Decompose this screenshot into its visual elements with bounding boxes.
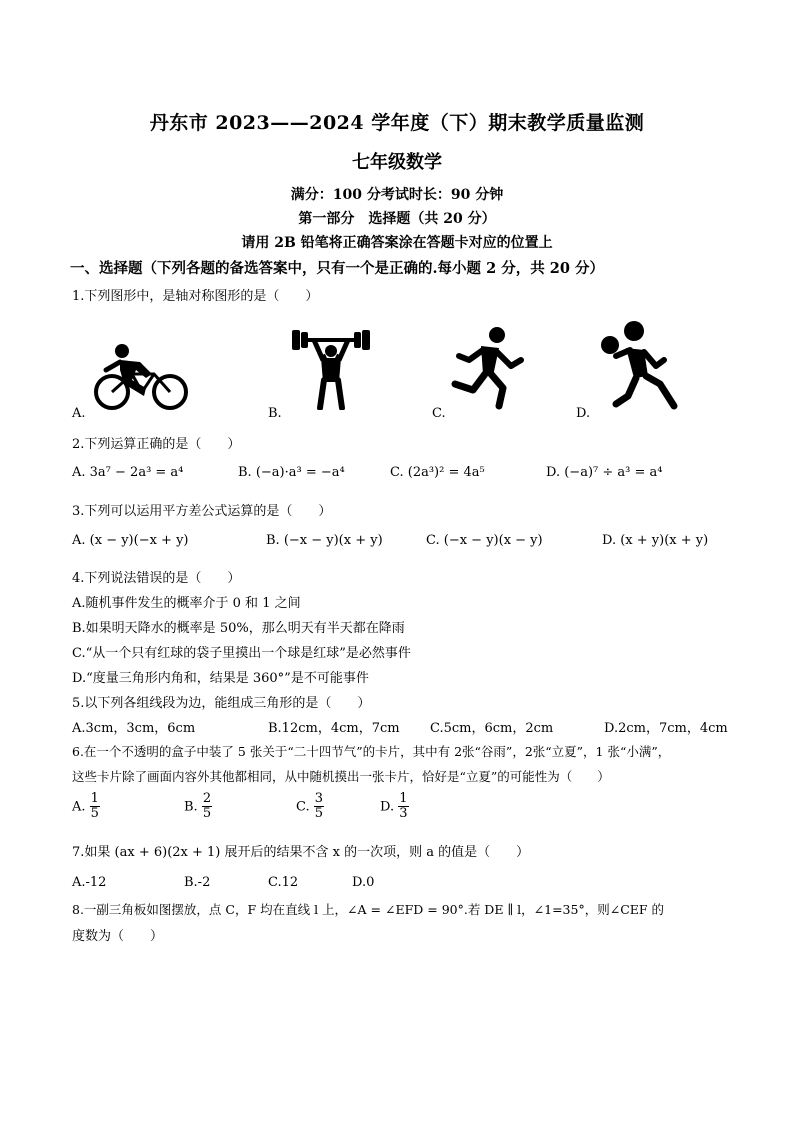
runner-icon (451, 326, 525, 410)
cyclist-icon (92, 340, 190, 414)
q7-stem: 7.如果 (ax + 6)(2x + 1) 展开后的结果不含 x 的一次项，则 a 的值是（ ） (72, 845, 530, 860)
weightlifter-icon (288, 324, 374, 410)
q5-stem: 5.以下列各组线段为边，能组成三角形的是（ ） (72, 696, 371, 711)
q3-option-d: D. (x + y)(x + y) (602, 533, 709, 548)
q1-option-a: A. (72, 406, 86, 421)
q3-option-b: B. (−x − y)(x + y) (266, 533, 383, 548)
q1-option-c: C. (432, 406, 446, 421)
q7-option-b: B.-2 (184, 875, 211, 890)
q7-option-a: A.-12 (72, 875, 107, 890)
q1-option-d: D. (576, 406, 591, 421)
q5-option-d: D.2cm，7cm，4cm (604, 721, 728, 736)
q6-option-a: A. $\frac{1}{5}$ (72, 791, 99, 822)
q6-option-c: C. $\frac{3}{5}$ (296, 791, 324, 822)
q7-option-d: D.0 (352, 875, 375, 890)
q3-stem: 3.下列可以运用平方差公式运算的是（ ） (72, 504, 332, 519)
q3-option-a: A. (x − y)(−x + y) (72, 533, 189, 548)
q4-option-d: D.“度量三角形内角和，结果是 360°”是不可能事件 (72, 671, 369, 686)
part-heading: 第一部分 选择题（共 20 分） (298, 211, 496, 227)
q2-option-a: A. 3a⁷ − 2a³ = a⁴ (72, 465, 184, 480)
q8-stem-line2: 度数为（ ） (72, 929, 164, 944)
q6-option-b: B. $\frac{2}{5}$ (184, 791, 212, 822)
q5-option-c: C.5cm，6cm，2cm (430, 721, 554, 736)
q8-stem-line1: 8.一副三角板如图摆放，点 C，F 均在直线 l 上，∠A = ∠EFD = 90°.若 DE ∥ l，∠1=35°，则∠CEF 的 (72, 902, 665, 917)
q2-option-d: D. (−a)⁷ ÷ a³ = a⁴ (546, 465, 663, 480)
q2-option-b: B. (−a)·a³ = −a⁴ (238, 465, 345, 480)
q5-option-a: A.3cm，3cm，6cm (72, 721, 196, 736)
q4-option-c: C.“从一个只有红球的袋子里摸出一个球是红球”是必然事件 (72, 646, 411, 661)
q3-option-c: C. (−x − y)(x − y) (426, 533, 543, 548)
section-heading: 一、选择题（下列各题的备选答案中，只有一个是正确的.每小题 2 分，共 20 分） (70, 260, 605, 277)
q7-option-c: C.12 (268, 875, 299, 890)
instruction: 请用 2B 铅笔将正确答案涂在答题卡对应的位置上 (241, 235, 553, 251)
q4-stem: 4.下列说法错误的是（ ） (72, 571, 241, 586)
q6-stem-line1: 6.在一个不透明的盒子中装了 5 张关于“二十四节气”的卡片，其中有 2张“谷雨”，2张“立夏”，1 张“小满”， (72, 744, 671, 759)
q1-stem: 1.下列图形中，是轴对称图形的是（ ） (72, 289, 319, 304)
q4-option-a: A.随机事件发生的概率介于 0 和 1 之间 (72, 596, 301, 611)
q4-option-b: B.如果明天降水的概率是 50%，那么明天有半天都在降雨 (72, 621, 405, 636)
exam-meta: 满分：100 分考试时长：90 分钟 (290, 187, 504, 203)
q2-stem: 2.下列运算正确的是（ ） (72, 437, 241, 452)
exam-subtitle: 七年级数学 (352, 152, 442, 173)
q5-option-b: B.12cm，4cm，7cm (268, 721, 400, 736)
q6-option-d: D. $\frac{1}{3}$ (380, 791, 408, 822)
exam-title: 丹东市 2023——2024 学年度（下）期末教学质量监测 (149, 112, 645, 134)
q2-option-c: C. (2a³)² = 4a⁵ (390, 465, 485, 480)
q6-stem-line2: 这些卡片除了画面内容外其他都相同，从中随机摸出一张卡片，恰好是“立夏”的可能性为（ ） (72, 769, 610, 784)
q1-option-b: B. (268, 406, 282, 421)
ball-thrower-icon (598, 320, 682, 410)
